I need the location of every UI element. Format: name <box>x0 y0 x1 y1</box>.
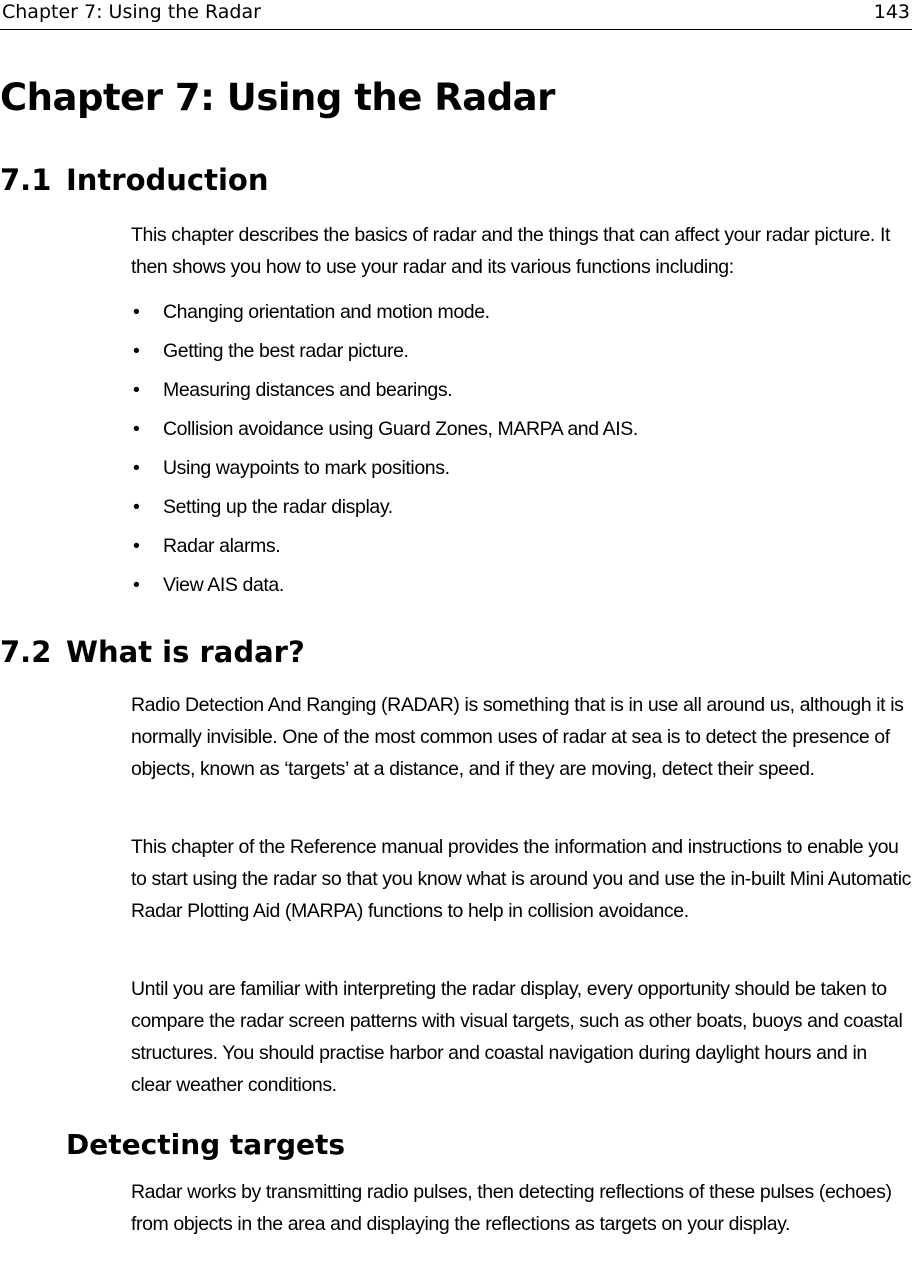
list-item-text: Setting up the radar display. <box>163 496 393 518</box>
list-item-text: Measuring distances and bearings. <box>163 379 453 401</box>
list-item <box>131 452 638 491</box>
list-item-text: Changing orientation and motion mode. <box>163 301 490 323</box>
bullet-icon: • <box>133 301 140 323</box>
list-item <box>131 530 638 569</box>
list-item-text: Using waypoints to mark positions. <box>163 457 450 479</box>
bullet-icon: • <box>133 379 140 401</box>
bullet-icon: • <box>133 535 140 557</box>
list-item-text: View AIS data. <box>163 574 284 596</box>
bullet-icon: • <box>133 496 140 518</box>
list-item <box>131 491 638 530</box>
function-list <box>131 296 638 608</box>
section-title: What is radar? <box>66 635 305 669</box>
list-item-text: Radar alarms. <box>163 535 281 557</box>
bullet-icon: • <box>133 457 140 479</box>
section-heading-what-is-radar <box>0 635 305 669</box>
running-header <box>0 0 912 30</box>
radar-paragraph-1: Radio Detection And Ranging (RADAR) is something that is in use all around us, although it is normally invisible. One of the most common uses of radar at sea is to detect the presence of objects, known as ‘targets’ at a distance, and if they are moving, detect their speed. <box>131 694 904 780</box>
radar-paragraph-3: Until you are familiar with interpreting the radar display, every opportunity should be taken to compare the radar screen patterns with visual targets, such as other boats, buoys and coastal structures. You should practise harbor and coastal navigation during daylight hours and in clear weather conditions. <box>131 978 903 1096</box>
list-item <box>131 335 638 374</box>
section-number: 7.2 <box>0 635 52 669</box>
section-heading-introduction <box>0 163 269 197</box>
detecting-targets-paragraph: Radar works by transmitting radio pulses, then detecting reflections of these pulses (echoes) from objects in the area and displaying the reflections as targets on your display. <box>131 1181 892 1235</box>
list-item <box>131 569 638 608</box>
list-item-text: Collision avoidance using Guard Zones, MARPA and AIS. <box>163 418 638 440</box>
radar-paragraph-2: This chapter of the Reference manual provides the information and instructions to enable you to start using the radar so that you know what is around you and use the in-built Mini Automatic Radar Plotting Aid (MARPA) functions to help in collision avoidance. <box>131 836 911 922</box>
bullet-icon: • <box>133 418 140 440</box>
list-item-text: Getting the best radar picture. <box>163 340 409 362</box>
section-title: Introduction <box>66 163 269 197</box>
running-title: Chapter 7: Using the Radar <box>2 1 261 23</box>
intro-paragraph: This chapter describes the basics of radar and the things that can affect your radar picture. It then shows you how to use your radar and its various functions including: <box>131 224 891 278</box>
list-item <box>131 413 638 452</box>
list-item <box>131 374 638 413</box>
page-number: 143 <box>873 1 910 23</box>
list-item <box>131 296 638 335</box>
chapter-title: Chapter 7: Using the Radar <box>0 76 555 119</box>
subsection-heading-detecting-targets: Detecting targets <box>66 1128 346 1161</box>
bullet-icon: • <box>133 574 140 596</box>
section-number: 7.1 <box>0 163 52 197</box>
bullet-icon: • <box>133 340 140 362</box>
